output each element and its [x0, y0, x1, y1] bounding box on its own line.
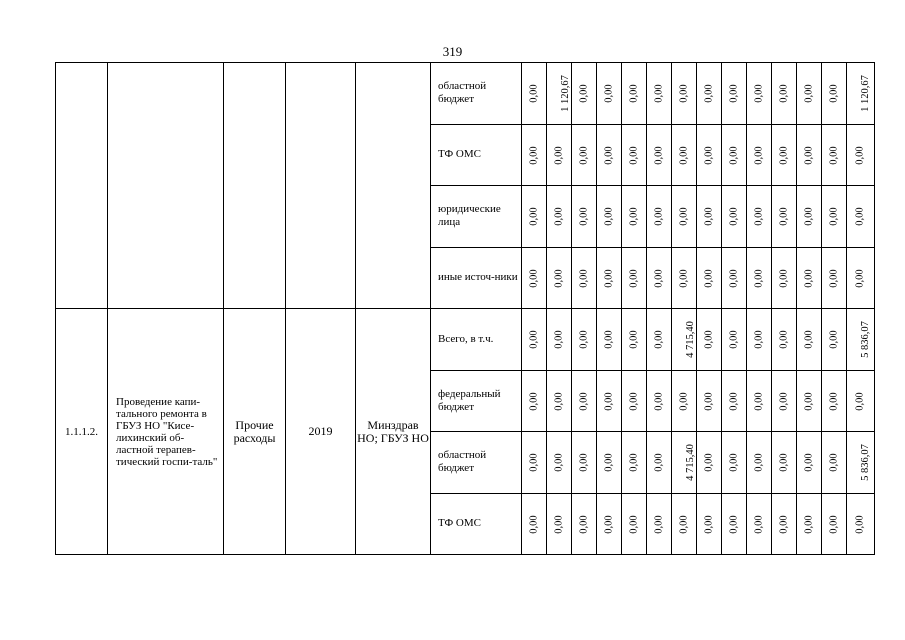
value-text: 0,00 — [703, 207, 715, 226]
value-cell — [522, 186, 547, 248]
value-cell — [797, 432, 822, 494]
value-text: 0,00 — [728, 515, 740, 534]
value-cell — [622, 186, 647, 248]
value-text: 0,00 — [728, 207, 740, 226]
value-cell — [722, 186, 747, 248]
funding-source: федеральный бюджет — [431, 370, 522, 432]
value-cell — [697, 432, 722, 494]
value-cell — [847, 493, 875, 555]
value-cell — [722, 247, 747, 309]
value-cell — [797, 309, 822, 371]
value-cell — [747, 186, 772, 248]
value-cell — [847, 309, 875, 371]
value-text: 0,00 — [803, 330, 815, 349]
value-cell — [672, 493, 697, 555]
value-cell — [772, 309, 797, 371]
item-year: 2019 — [286, 309, 356, 555]
value-text: 5 836,07 — [859, 444, 871, 482]
value-text: 0,00 — [553, 146, 565, 165]
value-text: 0,00 — [828, 269, 840, 288]
value-text: 0,00 — [578, 392, 590, 411]
value-text: 4 715,40 — [684, 444, 696, 482]
value-cell — [772, 186, 797, 248]
funding-source: юридические лица — [431, 186, 522, 248]
value-text: 0,00 — [778, 269, 790, 288]
value-cell — [597, 432, 622, 494]
value-cell — [697, 124, 722, 186]
value-text: 0,00 — [778, 207, 790, 226]
value-cell — [597, 186, 622, 248]
value-cell — [547, 247, 572, 309]
table-row — [56, 309, 875, 371]
value-text: 0,00 — [653, 269, 665, 288]
value-text: 0,00 — [855, 269, 866, 288]
value-cell — [597, 247, 622, 309]
value-cell — [697, 309, 722, 371]
value-cell — [797, 247, 822, 309]
value-text: 0,00 — [855, 207, 866, 226]
value-text: 0,00 — [828, 453, 840, 472]
funding-source: Всего, в т.ч. — [431, 309, 522, 371]
value-cell — [822, 247, 847, 309]
value-text: 0,00 — [528, 146, 540, 165]
value-text: 0,00 — [628, 453, 640, 472]
value-text: 0,00 — [703, 269, 715, 288]
value-cell — [772, 247, 797, 309]
value-text: 0,00 — [753, 330, 765, 349]
value-text: 0,00 — [528, 330, 540, 349]
value-cell — [772, 63, 797, 125]
value-text: 0,00 — [678, 269, 690, 288]
value-text: 0,00 — [778, 330, 790, 349]
value-cell — [722, 63, 747, 125]
value-text: 0,00 — [528, 207, 540, 226]
value-text: 0,00 — [778, 453, 790, 472]
value-cell — [697, 493, 722, 555]
value-text: 0,00 — [828, 515, 840, 534]
page-number: 319 — [442, 44, 463, 59]
value-text: 0,00 — [778, 84, 790, 103]
value-text: 0,00 — [603, 453, 615, 472]
value-cell — [847, 247, 875, 309]
value-text: 0,00 — [578, 515, 590, 534]
value-text: 0,00 — [803, 392, 815, 411]
value-cell — [847, 370, 875, 432]
value-text: 0,00 — [578, 453, 590, 472]
value-cell — [622, 247, 647, 309]
value-cell — [647, 370, 672, 432]
funding-source: иные источ-ники — [431, 247, 522, 309]
value-cell — [772, 432, 797, 494]
value-cell — [647, 63, 672, 125]
value-text: 0,00 — [603, 207, 615, 226]
value-cell — [597, 309, 622, 371]
value-cell — [697, 370, 722, 432]
value-cell — [647, 124, 672, 186]
value-text: 0,00 — [753, 146, 765, 165]
value-text: 0,00 — [653, 84, 665, 103]
value-cell — [747, 432, 772, 494]
value-cell — [622, 493, 647, 555]
value-cell — [822, 309, 847, 371]
value-cell — [672, 309, 697, 371]
value-text: 0,00 — [653, 146, 665, 165]
value-text: 0,00 — [678, 515, 690, 534]
value-text: 0,00 — [578, 330, 590, 349]
value-text: 0,00 — [753, 515, 765, 534]
value-text: 0,00 — [678, 207, 690, 226]
value-text: 0,00 — [603, 515, 615, 534]
value-text: 0,00 — [528, 453, 540, 472]
value-cell — [822, 370, 847, 432]
value-text: 0,00 — [603, 84, 615, 103]
value-text: 0,00 — [855, 146, 866, 165]
value-text: 0,00 — [678, 392, 690, 411]
budget-table — [55, 62, 875, 555]
value-text: 0,00 — [553, 269, 565, 288]
value-text: 0,00 — [728, 146, 740, 165]
value-text: 0,00 — [628, 515, 640, 534]
value-text: 0,00 — [803, 269, 815, 288]
value-cell — [847, 124, 875, 186]
value-text: 0,00 — [653, 330, 665, 349]
value-text: 0,00 — [753, 453, 765, 472]
value-cell — [697, 186, 722, 248]
value-text: 0,00 — [653, 515, 665, 534]
value-text: 0,00 — [855, 515, 866, 534]
value-text: 0,00 — [628, 146, 640, 165]
value-text: 0,00 — [553, 453, 565, 472]
value-cell — [547, 493, 572, 555]
value-cell — [572, 186, 597, 248]
funding-source: областной бюджет — [431, 63, 522, 125]
value-text: 0,00 — [828, 392, 840, 411]
value-cell — [847, 432, 875, 494]
value-cell — [672, 370, 697, 432]
value-text: 0,00 — [578, 207, 590, 226]
value-text: 0,00 — [828, 330, 840, 349]
value-cell — [847, 63, 875, 125]
value-text: 0,00 — [703, 515, 715, 534]
value-cell — [647, 247, 672, 309]
empty-cell — [286, 63, 356, 309]
value-text: 0,00 — [628, 330, 640, 349]
value-cell — [722, 124, 747, 186]
value-cell — [547, 124, 572, 186]
value-cell — [522, 124, 547, 186]
value-text: 5 836,07 — [859, 321, 871, 359]
value-text: 0,00 — [628, 207, 640, 226]
value-text: 0,00 — [703, 146, 715, 165]
value-text: 4 715,40 — [684, 321, 696, 359]
value-cell — [522, 432, 547, 494]
value-text: 0,00 — [728, 330, 740, 349]
value-cell — [822, 493, 847, 555]
value-cell — [747, 124, 772, 186]
value-cell — [797, 63, 822, 125]
empty-cell — [108, 63, 224, 309]
value-cell — [547, 309, 572, 371]
value-text: 0,00 — [628, 269, 640, 288]
value-cell — [572, 124, 597, 186]
value-text: 0,00 — [578, 84, 590, 103]
value-cell — [722, 493, 747, 555]
value-text: 0,00 — [828, 146, 840, 165]
value-text: 0,00 — [728, 84, 740, 103]
value-text: 0,00 — [578, 269, 590, 288]
executor: Минздрав НО; ГБУЗ НО — [356, 309, 431, 555]
value-text: 0,00 — [653, 207, 665, 226]
value-cell — [747, 493, 772, 555]
value-cell — [822, 186, 847, 248]
value-text: 0,00 — [703, 330, 715, 349]
value-cell — [722, 370, 747, 432]
table-row — [56, 63, 875, 125]
value-cell — [847, 186, 875, 248]
value-cell — [597, 63, 622, 125]
empty-cell — [56, 63, 108, 309]
value-text: 0,00 — [678, 146, 690, 165]
value-text: 0,00 — [628, 392, 640, 411]
value-cell — [822, 63, 847, 125]
value-cell — [822, 124, 847, 186]
value-cell — [797, 493, 822, 555]
value-cell — [797, 370, 822, 432]
value-cell — [672, 124, 697, 186]
value-cell — [672, 432, 697, 494]
value-text: 0,00 — [728, 392, 740, 411]
value-cell — [547, 370, 572, 432]
value-cell — [522, 63, 547, 125]
value-cell — [622, 309, 647, 371]
value-text: 0,00 — [703, 453, 715, 472]
funding-source: областной бюджет — [431, 432, 522, 494]
value-cell — [572, 63, 597, 125]
value-text: 0,00 — [753, 84, 765, 103]
value-cell — [597, 493, 622, 555]
value-cell — [772, 370, 797, 432]
value-text: 0,00 — [528, 392, 540, 411]
value-cell — [797, 186, 822, 248]
value-text: 0,00 — [703, 392, 715, 411]
value-cell — [747, 309, 772, 371]
value-cell — [697, 63, 722, 125]
value-text: 0,00 — [778, 392, 790, 411]
value-text: 0,00 — [553, 330, 565, 349]
value-text: 0,00 — [528, 84, 540, 103]
value-cell — [597, 124, 622, 186]
value-text: 1 120,67 — [859, 75, 871, 113]
value-text: 0,00 — [728, 269, 740, 288]
value-text: 0,00 — [828, 207, 840, 226]
value-text: 0,00 — [803, 515, 815, 534]
value-text: 0,00 — [778, 515, 790, 534]
value-cell — [572, 370, 597, 432]
funding-source: ТФ ОМС — [431, 124, 522, 186]
expense-type: Прочие расходы — [224, 309, 286, 555]
value-cell — [572, 432, 597, 494]
value-text: 0,00 — [855, 392, 866, 411]
value-text: 0,00 — [828, 84, 840, 103]
value-text: 0,00 — [803, 453, 815, 472]
value-text: 0,00 — [603, 146, 615, 165]
value-cell — [672, 247, 697, 309]
value-text: 0,00 — [753, 392, 765, 411]
value-text: 0,00 — [703, 84, 715, 103]
value-cell — [672, 186, 697, 248]
value-text: 0,00 — [603, 330, 615, 349]
empty-cell — [356, 63, 431, 309]
value-cell — [522, 493, 547, 555]
value-text: 0,00 — [603, 392, 615, 411]
value-text: 0,00 — [728, 453, 740, 472]
value-text: 0,00 — [553, 515, 565, 534]
value-cell — [572, 247, 597, 309]
value-cell — [547, 186, 572, 248]
value-cell — [622, 370, 647, 432]
value-cell — [597, 370, 622, 432]
item-name: Проведение капи-тального ремонта в ГБУЗ НО "Кисе-лихинский об-ластной терапев-тический госпи-таль" — [108, 309, 224, 555]
empty-cell — [224, 63, 286, 309]
value-cell — [647, 493, 672, 555]
value-cell — [797, 124, 822, 186]
value-cell — [622, 63, 647, 125]
value-text: 0,00 — [803, 207, 815, 226]
value-text: 0,00 — [803, 146, 815, 165]
value-cell — [772, 124, 797, 186]
value-cell — [722, 432, 747, 494]
value-text: 0,00 — [653, 453, 665, 472]
value-cell — [572, 309, 597, 371]
value-cell — [547, 63, 572, 125]
value-text: 0,00 — [753, 207, 765, 226]
value-cell — [822, 432, 847, 494]
value-text: 0,00 — [528, 269, 540, 288]
value-text: 0,00 — [653, 392, 665, 411]
value-cell — [622, 432, 647, 494]
value-text: 0,00 — [553, 207, 565, 226]
value-text: 0,00 — [578, 146, 590, 165]
value-text: 0,00 — [553, 392, 565, 411]
value-cell — [747, 63, 772, 125]
value-text: 1 120,67 — [559, 75, 571, 113]
funding-source: ТФ ОМС — [431, 493, 522, 555]
value-cell — [672, 63, 697, 125]
value-cell — [697, 247, 722, 309]
value-cell — [647, 432, 672, 494]
value-text: 0,00 — [603, 269, 615, 288]
value-text: 0,00 — [778, 146, 790, 165]
value-cell — [747, 247, 772, 309]
value-cell — [572, 493, 597, 555]
value-cell — [547, 432, 572, 494]
value-text: 0,00 — [753, 269, 765, 288]
value-text: 0,00 — [803, 84, 815, 103]
value-cell — [522, 309, 547, 371]
value-text: 0,00 — [628, 84, 640, 103]
value-text: 0,00 — [528, 515, 540, 534]
value-cell — [622, 124, 647, 186]
value-cell — [747, 370, 772, 432]
value-cell — [722, 309, 747, 371]
value-cell — [772, 493, 797, 555]
value-cell — [522, 370, 547, 432]
value-cell — [647, 186, 672, 248]
value-text: 0,00 — [678, 84, 690, 103]
value-cell — [522, 247, 547, 309]
value-cell — [647, 309, 672, 371]
item-code: 1.1.1.2. — [56, 309, 108, 555]
